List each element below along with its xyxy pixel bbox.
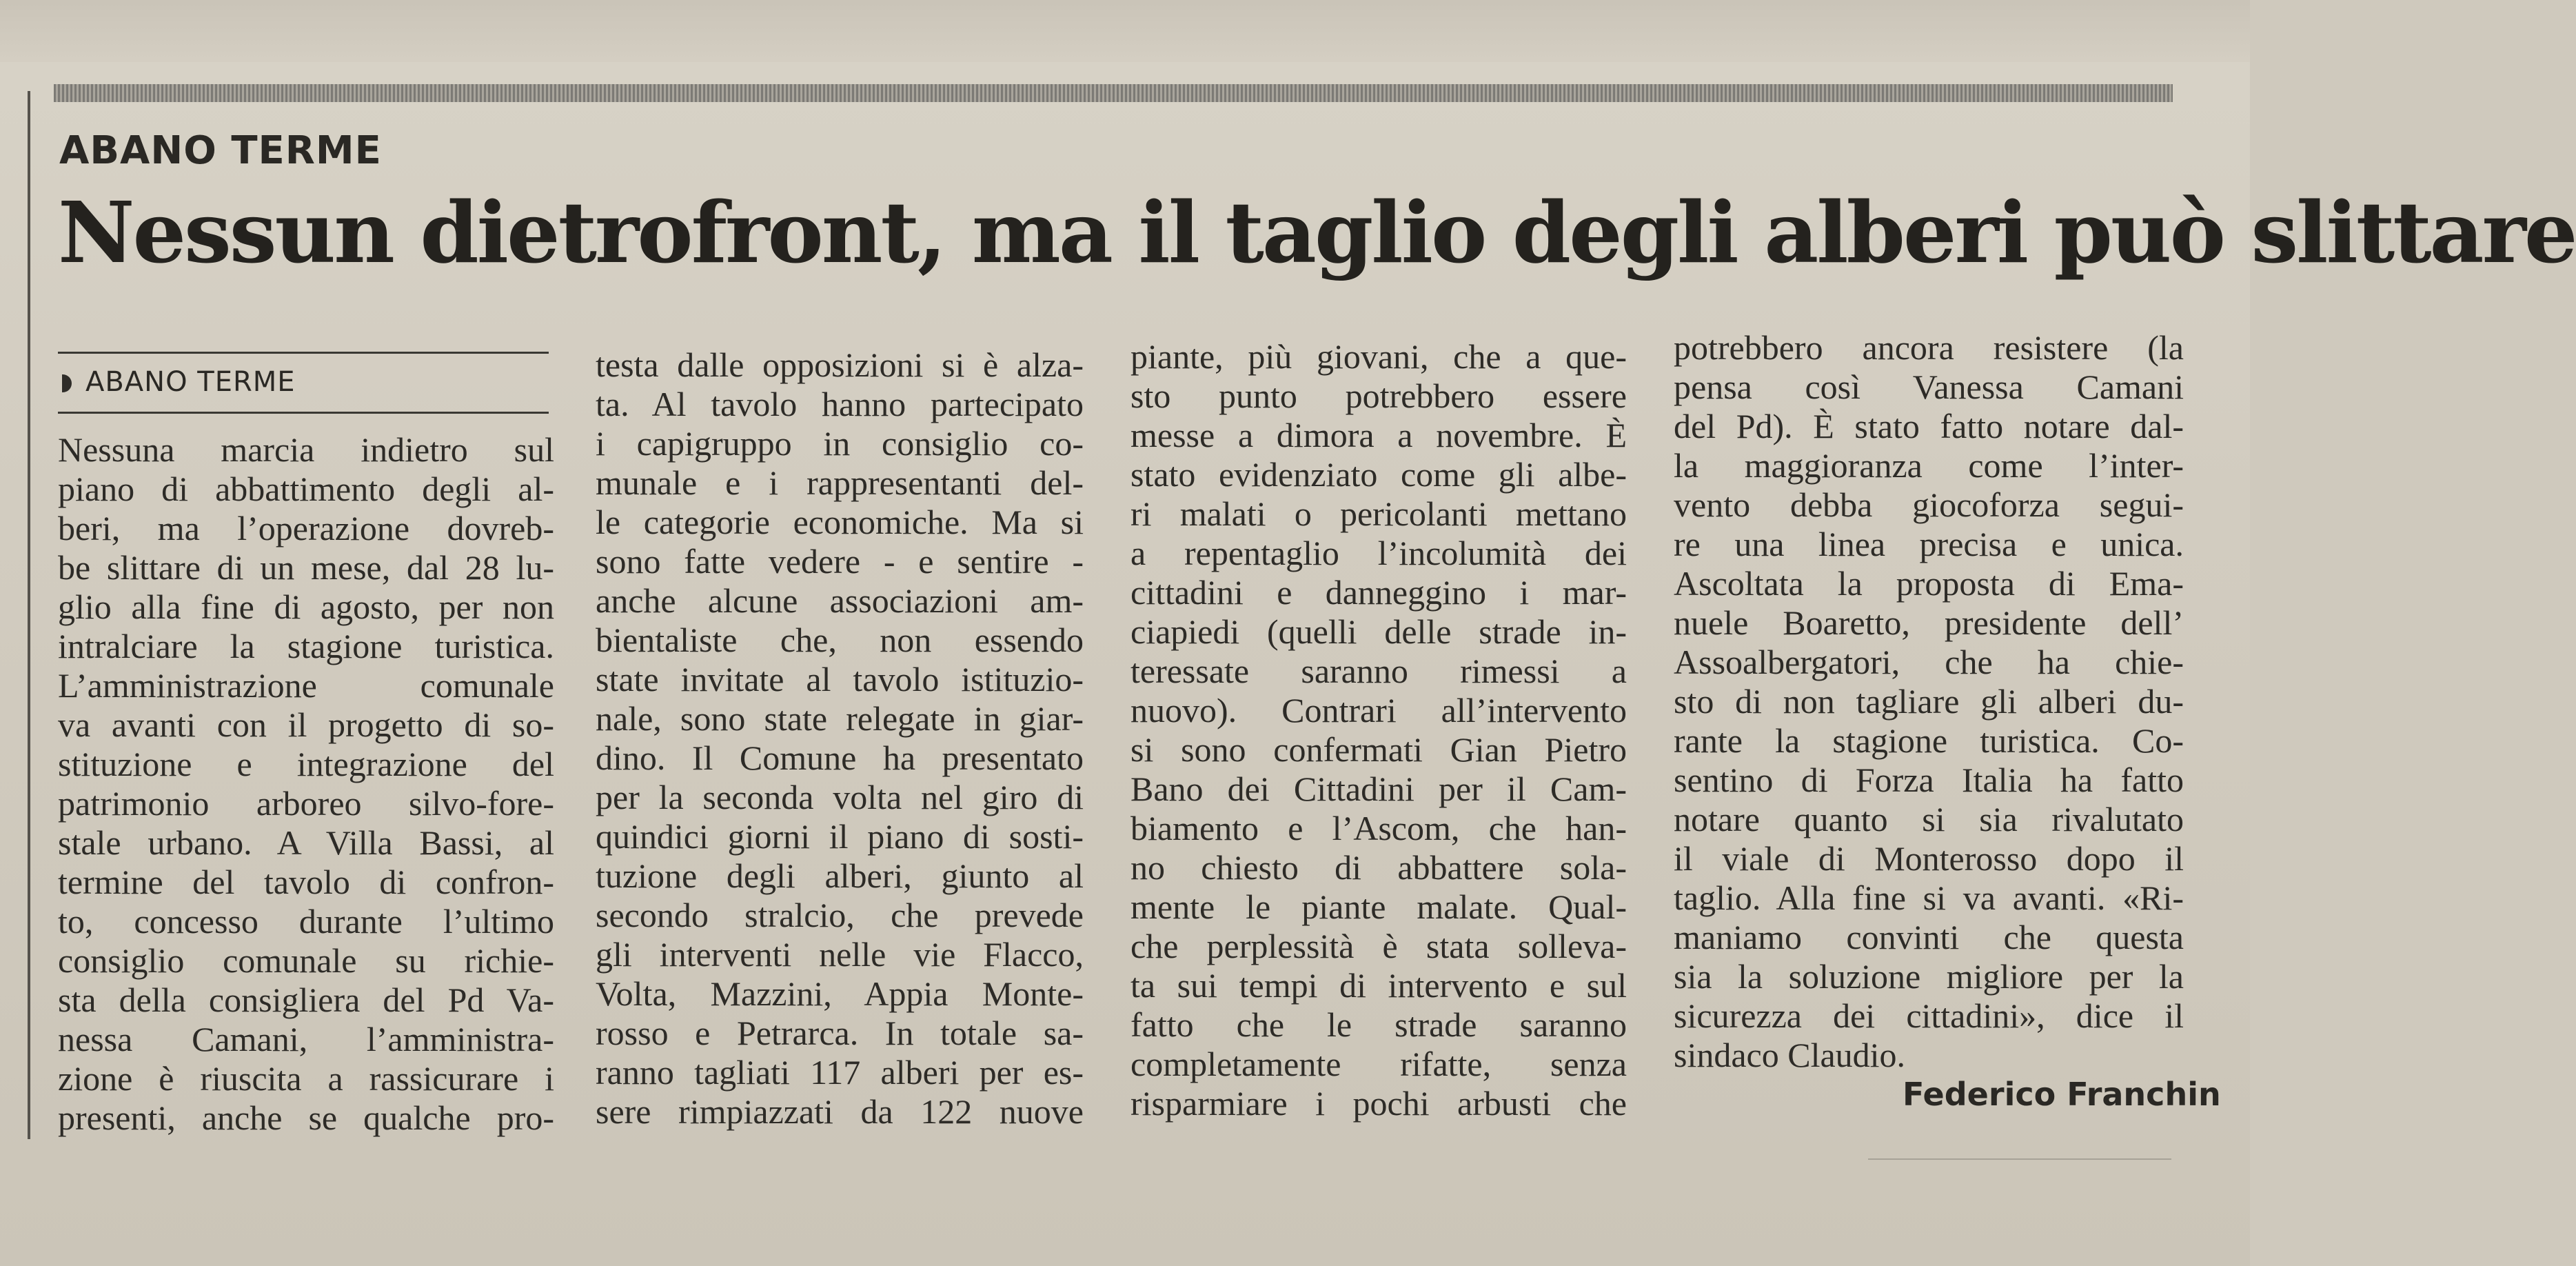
column-line: nuovo). Contrari all’intervento xyxy=(1130,691,1627,730)
column-line: ta. Al tavolo hanno partecipato xyxy=(596,385,1084,423)
article-author: Federico Franchin xyxy=(1903,1076,2221,1113)
column-line: consiglio comunale su richie- xyxy=(58,941,554,980)
column-line: stituzione e integrazione del xyxy=(58,745,554,783)
column-line: sono fatte vedere - e sentire - xyxy=(596,542,1084,581)
dateline-marker-icon xyxy=(62,374,72,392)
column-line: Nessuna marcia indietro sul xyxy=(58,430,554,469)
column-line: gli interventi nelle vie Flacco, xyxy=(596,935,1084,974)
column-line: vento debba giocoforza segui- xyxy=(1674,485,2184,524)
column-line: risparmiare i pochi arbusti che xyxy=(1130,1084,1627,1123)
column-line: Ascoltata la proposta di Ema- xyxy=(1674,564,2184,603)
column-line: quindici giorni il piano di sosti- xyxy=(596,817,1084,856)
column-line: sto di non tagliare gli alberi du- xyxy=(1674,682,2184,721)
column-line: re una linea precisa e unica. xyxy=(1674,525,2184,563)
column-line: pensa così Vanessa Camani xyxy=(1674,368,2184,406)
dateline-box xyxy=(58,352,549,414)
column-line: intralciare la stagione turistica. xyxy=(58,627,554,665)
column-line: cittadini e danneggino i mar- xyxy=(1130,573,1627,612)
column-line: mente le piante malate. Qual- xyxy=(1130,887,1627,926)
column-line: del Pd). È stato fatto notare dal- xyxy=(1674,407,2184,445)
column-line: piante, più giovani, che a que- xyxy=(1130,337,1627,376)
column-line: nuele Boaretto, presidente dell’ xyxy=(1674,603,2184,642)
previous-article-bleed xyxy=(0,0,2250,62)
article-column-4 xyxy=(1674,328,2184,1075)
column-line: sindaco Claudio. xyxy=(1674,1036,1906,1074)
article-kicker: ABANO TERME xyxy=(59,128,382,173)
column-line: Bano dei Cittadini per il Cam- xyxy=(1130,770,1627,808)
column-line: si sono confermati Gian Pietro xyxy=(1130,730,1627,769)
column-line: rante la stagione turistica. Co- xyxy=(1674,721,2184,760)
column-line: completamente rifatte, senza xyxy=(1130,1045,1627,1083)
column-line: sicurezza dei cittadini», dice il xyxy=(1674,996,2184,1035)
column-line: per la seconda volta nel giro di xyxy=(596,778,1084,816)
column-line: beri, ma l’operazione dovreb- xyxy=(58,509,554,547)
column-line: ta sui tempi di intervento e sul xyxy=(1130,966,1627,1005)
column-line: sta della consigliera del Pd Va- xyxy=(58,981,554,1019)
column-line: taglio. Alla fine si va avanti. «Ri- xyxy=(1674,878,2184,917)
column-line: sto punto potrebbero essere xyxy=(1130,376,1627,415)
column-line: i capigruppo in consiglio co- xyxy=(596,424,1084,463)
column-line: piano di abbattimento degli al- xyxy=(58,470,554,508)
column-line: glio alla fine di agosto, per non xyxy=(58,587,554,626)
column-line: patrimonio arboreo silvo-fore- xyxy=(58,784,554,823)
column-line: presenti, anche se qualche pro- xyxy=(58,1098,554,1137)
column-line: to, concesso durante l’ultimo xyxy=(58,902,554,941)
column-line: sere rimpiazzati da 122 nuove xyxy=(596,1092,1084,1131)
column-line: Volta, Mazzini, Appia Monte- xyxy=(596,974,1084,1013)
column-line: state invitate al tavolo istituzio- xyxy=(596,660,1084,699)
column-line: ranno tagliati 117 alberi per es- xyxy=(596,1053,1084,1092)
column-line: ri malati o pericolanti mettano xyxy=(1130,494,1627,533)
column-line: messe a dimora a novembre. È xyxy=(1130,416,1627,454)
article-column-2 xyxy=(596,345,1084,1132)
column-line: a repentaglio l’incolumità dei xyxy=(1130,534,1627,572)
column-line: be slittare di un mese, dal 28 lu- xyxy=(58,548,554,587)
bottom-rule xyxy=(1868,1158,2171,1160)
column-line: va avanti con il progetto di so- xyxy=(58,705,554,744)
column-line: il viale di Monterosso dopo il xyxy=(1674,839,2184,878)
column-line: potrebbero ancora resistere (la xyxy=(1674,328,2184,367)
column-line: biamento e l’Ascom, che han- xyxy=(1130,809,1627,847)
column-line: nessa Camani, l’amministra- xyxy=(58,1020,554,1058)
column-line: notare quanto si sia rivalutato xyxy=(1674,800,2184,838)
column-line: sentino di Forza Italia ha fatto xyxy=(1674,761,2184,799)
section-rule xyxy=(54,84,2173,102)
column-line: L’amministrazione comunale xyxy=(58,666,554,705)
column-line: anche alcune associazioni am- xyxy=(596,581,1084,620)
column-line: zione è riuscita a rassicurare i xyxy=(58,1059,554,1098)
column-line: nale, sono state relegate in giar- xyxy=(596,699,1084,738)
column-line: teressate saranno rimessi a xyxy=(1130,652,1627,690)
column-line: dino. Il Comune ha presentato xyxy=(596,738,1084,777)
column-line: tuzione degli alberi, giunto al xyxy=(596,856,1084,895)
article-column-3 xyxy=(1130,337,1627,1123)
column-line: sia la soluzione migliore per la xyxy=(1674,957,2184,996)
article-column-1 xyxy=(58,430,554,1138)
column-line: ciapiedi (quelli delle strade in- xyxy=(1130,612,1627,651)
column-line: fatto che le strade saranno xyxy=(1130,1005,1627,1044)
column-line: maniamo convinti che questa xyxy=(1674,918,2184,956)
column-line: rosso e Petrarca. In totale sa- xyxy=(596,1014,1084,1052)
column-line: stale urbano. A Villa Bassi, al xyxy=(58,823,554,862)
column-line: testa dalle opposizioni si è alza- xyxy=(596,345,1084,384)
column-line: munale e i rappresentanti del- xyxy=(596,463,1084,502)
dateline-text: ABANO TERME xyxy=(85,366,296,398)
column-line: no chiesto di abbattere sola- xyxy=(1130,848,1627,887)
column-line: che perplessità è stata solleva- xyxy=(1130,927,1627,965)
column-line: la maggioranza come l’inter- xyxy=(1674,446,2184,485)
column-line: le categorie economiche. Ma si xyxy=(596,503,1084,541)
article-headline: Nessun dietrofront, ma il taglio degli alberi può slittare xyxy=(58,183,2576,282)
column-line: termine del tavolo di confron- xyxy=(58,863,554,901)
page-edge-rule xyxy=(28,91,30,1139)
column-line: bientaliste che, non essendo xyxy=(596,621,1084,659)
column-line: secondo stralcio, che prevede xyxy=(596,896,1084,934)
column-line: stato evidenziato come gli albe- xyxy=(1130,455,1627,494)
column-line: Assoalbergatori, che ha chie- xyxy=(1674,643,2184,681)
